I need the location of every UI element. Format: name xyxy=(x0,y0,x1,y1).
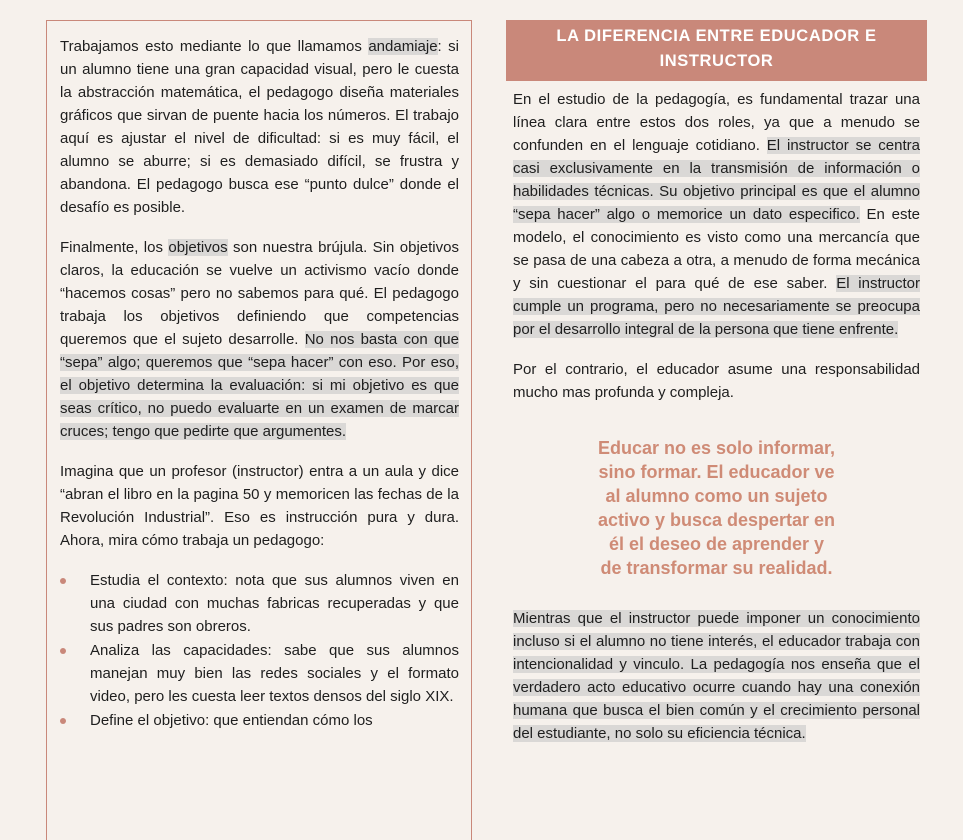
highlight-instructor-focus: El instructor se centra casi exclusivamente en la transmisión de información o habilidades técnicas. Su objetivo principal es que el alumno “sepa hacer” algo o memorice un dato especifico. xyxy=(513,137,920,223)
section-title-banner: LA DIFERENCIA ENTRE EDUCADOR E INSTRUCTOR xyxy=(506,20,927,81)
educator-paragraph: Por el contrario, el educador asume una responsabilidad mucho mas profunda y compleja. xyxy=(513,361,920,401)
highlight-instructor-program: El instructor cumple un programa, pero no necesariamente se preocupa por el desarrollo integral de la persona que tiene enfrente. xyxy=(513,275,920,338)
highlight-evaluation: No nos basta con que “sepa” algo; queremos que “sepa hacer” con eso. Por eso, el objetivo determina la evaluación: si mi objetivo es que seas crítico, no puedo evaluarte en un examen de marcar cruces; tengo que pedirte que argumentes. xyxy=(60,331,459,440)
conclusion-paragraph xyxy=(513,607,920,745)
objectives-paragraph: Finalmente, los objetivos son nuestra brújula. Sin objetivos claros, la educación se vuelve un activismo vacío donde “hacemos cosas” pero no sabemos para qué. El pedagogo trabaja los objetivos definiendo que competencias queremos que el sujeto desarrolle. No nos basta con que “sepa” algo; queremos que “sepa hacer” con eso. Por eso, el objetivo determina la evaluación: si mi objetivo es que seas crítico, no puedo evaluarte en un examen de marcar cruces; tengo que pedirte que argumentes. xyxy=(60,239,459,440)
right-column xyxy=(506,20,927,745)
left-column xyxy=(46,20,472,840)
list-item: Analiza las capacidades: sabe que sus alumnos manejan muy bien las redes sociales y el formato video, pero les cuesta leer textos densos del siglo XIX. xyxy=(60,639,459,708)
scaffolding-paragraph: Trabajamos esto mediante lo que llamamos andamiaje: si un alumno tiene una gran capacidad visual, pero le cuesta la abstracción matemática, el pedagogo diseña materiales gráficos que sirvan de puente hacia los números. El trabajo aquí es ajustar el nivel de dificultad: si es muy fácil, el alumno se aburre; si es demasiado difícil, se frustra y abandona. El pedagogo busca ese “punto dulce” donde el desafío es posible. xyxy=(60,38,460,216)
right-body xyxy=(506,81,927,745)
highlight-andamiaje: andamiaje xyxy=(368,38,438,55)
list-item: Define el objetivo: que entiendan cómo los xyxy=(60,709,459,732)
highlight-conclusion: Mientras que el instructor puede imponer un conocimiento incluso si el alumno no tiene interés, el educador trabaja con intencionalidad y vinculo. La pedagogía nos enseña que el verdadero acto educativo ocurre cuando hay una conexión humana que busca el bien común y el crecimiento personal del estudiante, no solo su eficiencia técnica. xyxy=(513,610,920,742)
bullet-icon xyxy=(60,578,66,584)
pull-quote: Educar no es solo informar, sino formar. El educador ve al alumno como un sujeto activo y busca despertar en él el deseo de aprender y de transformar su realidad. xyxy=(597,438,836,578)
difference-paragraph: En el estudio de la pedagogía, es fundamental trazar una línea clara entre estos dos roles, ya que a menudo se confunden en el lenguaje cotidiano. El instructor se centra casi exclusivamente en la transmisión de información o habilidades técnicas. Su objetivo principal es que el alumno “sepa hacer” algo o memorice un dato especifico. En este modelo, el conocimiento es visto como una mercancía que se pasa de una cabeza a otra, a menudo de forma mecánica y sin cuestionar el para qué de ese saber. El instructor cumple un programa, pero no necesariamente se preocupa por el desarrollo integral de la persona que tiene enfrente. xyxy=(513,91,920,338)
bullet-icon xyxy=(60,648,66,654)
pedagogue-steps-list xyxy=(60,569,459,732)
list-item: Estudia el contexto: nota que sus alumnos viven en una ciudad con muchas fabricas recuperadas y que sus padres son obreros. xyxy=(60,569,459,638)
highlight-objetivos: objetivos xyxy=(168,239,228,256)
instructor-example-paragraph: Imagina que un profesor (instructor) entra a un aula y dice “abran el libro en la pagina 50 y memoricen las fechas de la Revolución Industrial”. Eso es instrucción pura y dura. Ahora, mira cómo trabaja un pedagogo: xyxy=(60,463,459,549)
bullet-icon xyxy=(60,718,66,724)
